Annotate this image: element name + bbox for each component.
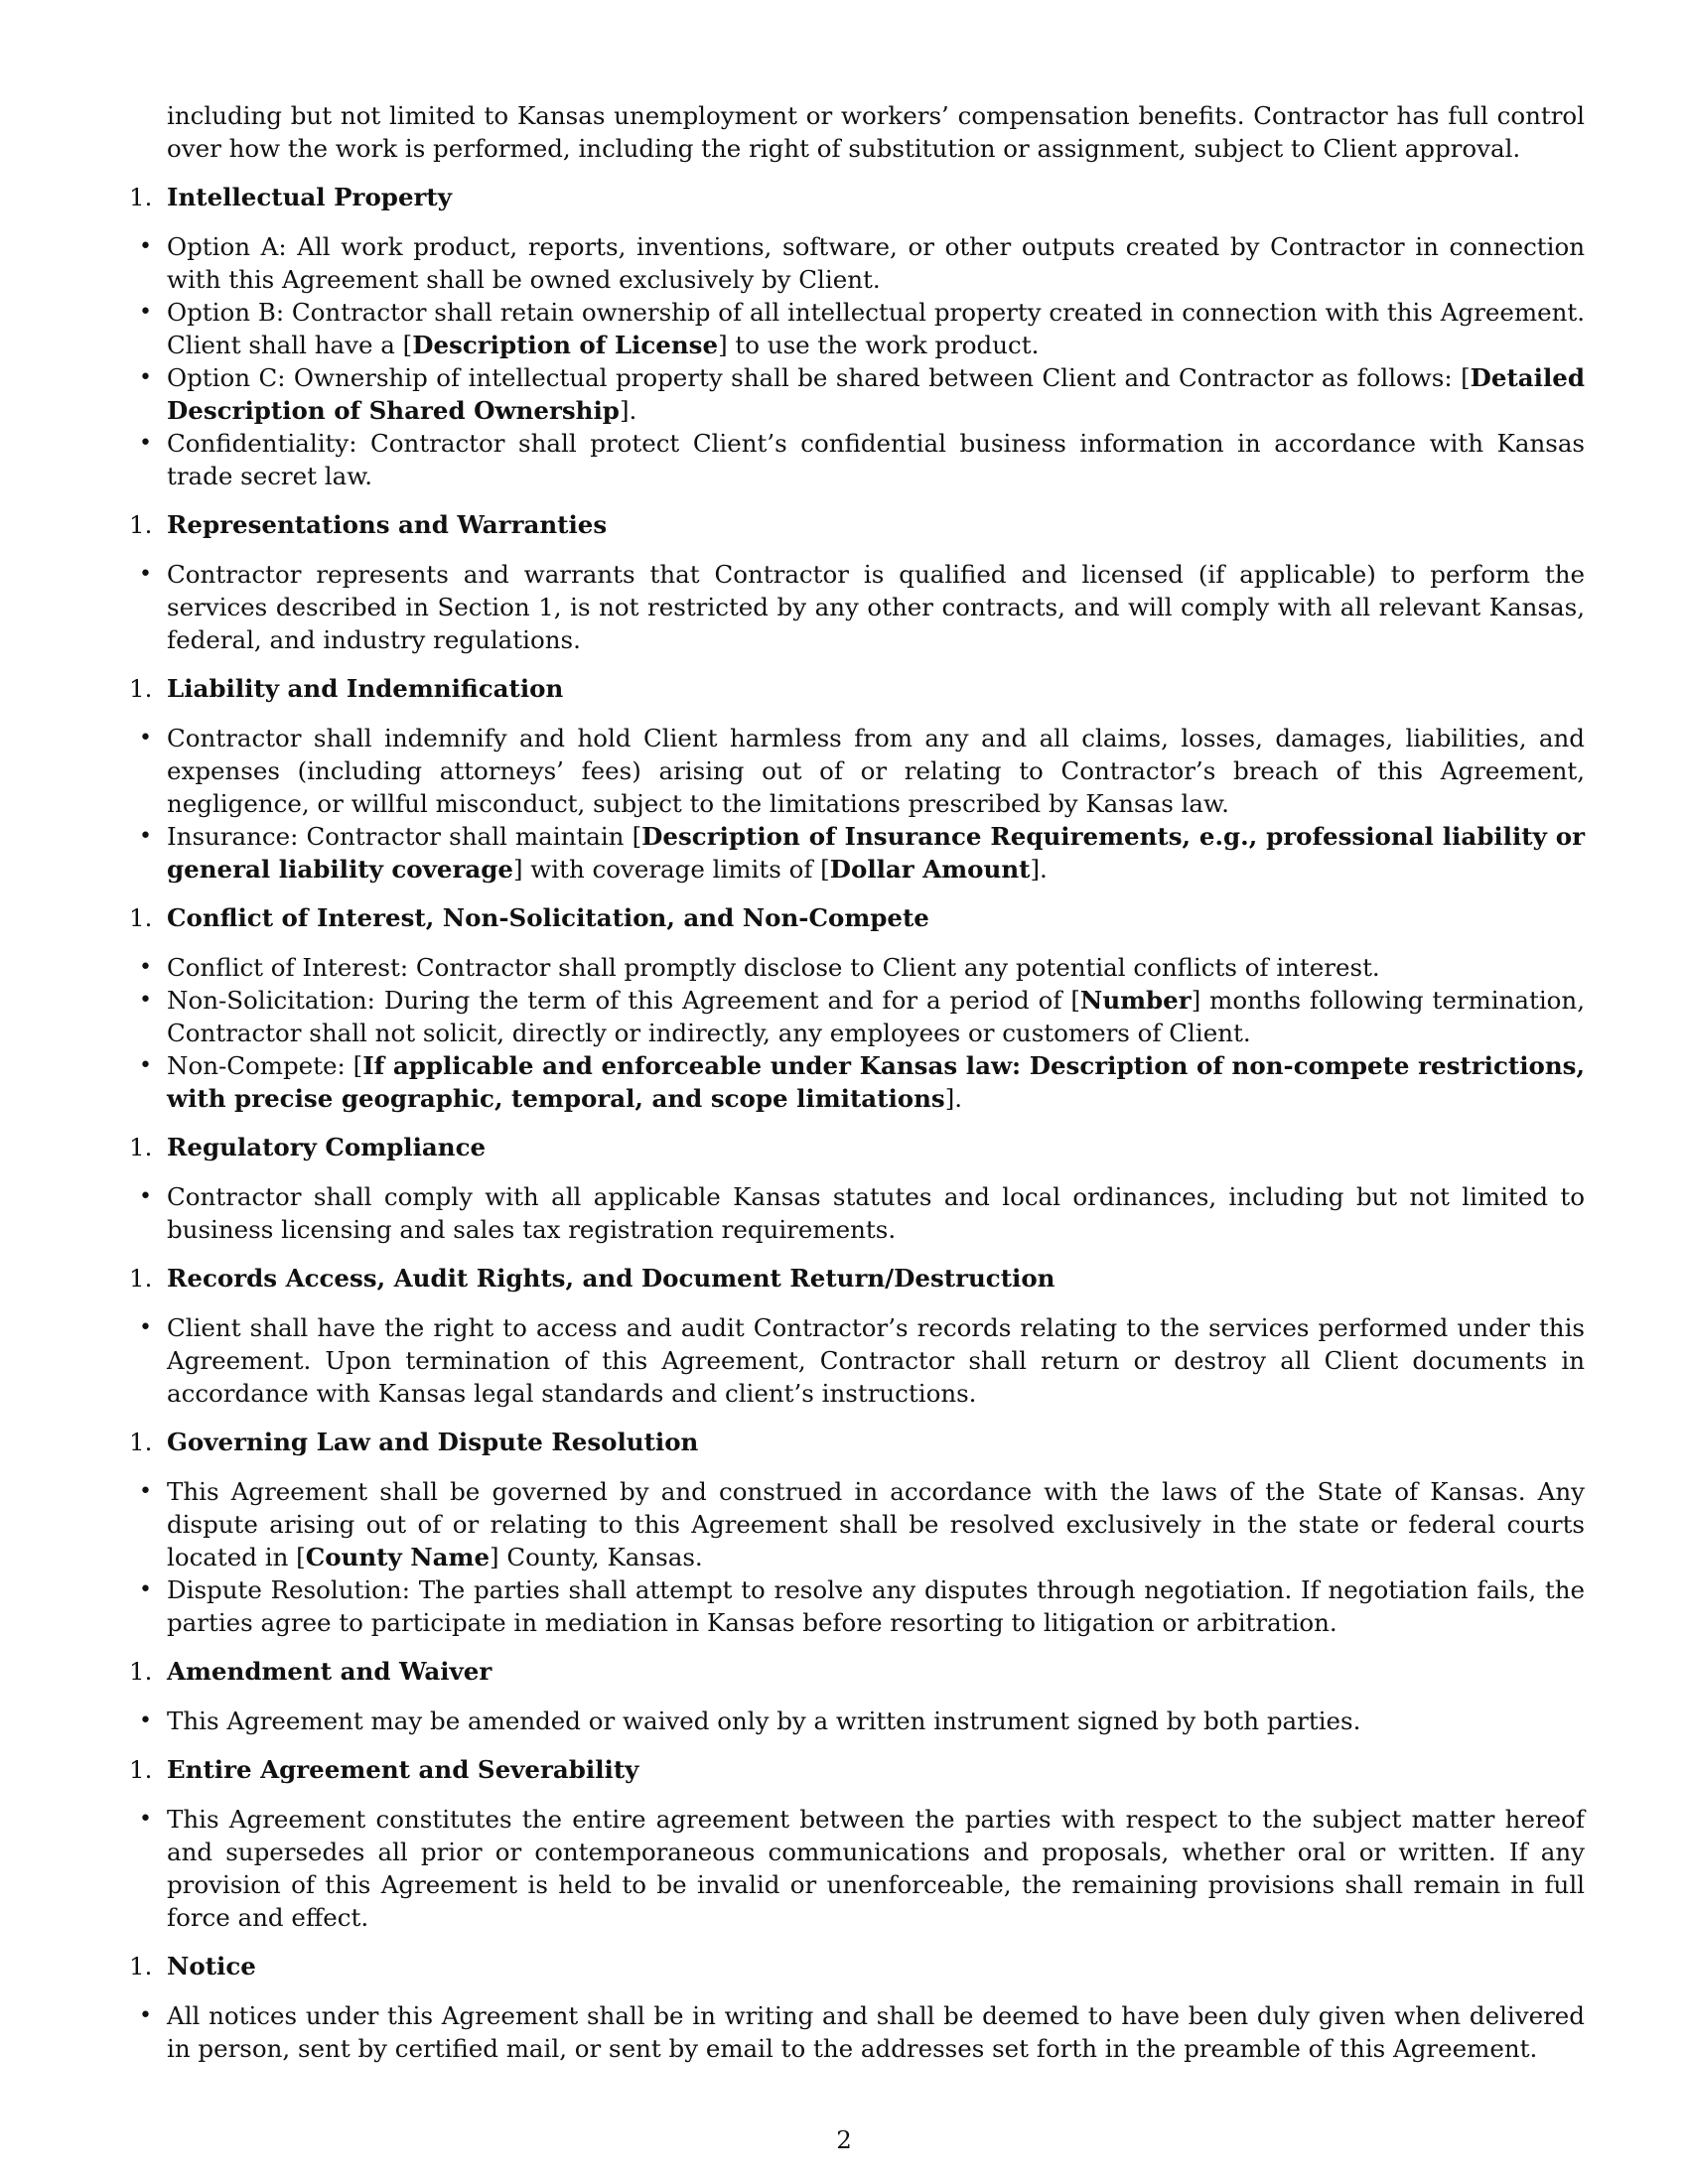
bullet-list [167, 1311, 1585, 1410]
list-item [167, 1049, 1585, 1115]
section-title: Liability and Indemnification [167, 674, 564, 703]
section-title: Conflict of Interest, Non-Solicitation, and Non-Compete [167, 903, 929, 932]
section-heading [129, 181, 1585, 213]
clause-text: This Agreement may be amended or waived only by a written instrument signed by both parties. [167, 1706, 1361, 1735]
intro-paragraph: including but not limited to Kansas unemployment or workers’ compensation benefits. Contractor has full control over how the work is performed, including the right of substitution or assignment, subject to Client approval. [167, 101, 1585, 163]
clause-text: Insurance: Contractor shall maintain [ [167, 822, 642, 851]
list-item [167, 361, 1585, 427]
clause-text: ] with coverage limits of [ [512, 855, 830, 884]
section-heading [129, 1131, 1585, 1163]
section-heading [129, 1426, 1585, 1458]
section-intellectual-property [129, 181, 1585, 492]
clause-text: Non-Compete: [ [167, 1051, 363, 1080]
list-item [167, 1705, 1585, 1737]
placeholder-text: Description of License [412, 331, 719, 359]
clause-text: Client shall have the right to access and audit Contractor’s records relating to the services performed under this Agreement. Upon termination of this Agreement, Contractor shall return or destroy all Client documents in accordance with Kansas legal standards and client’s instructions. [167, 1313, 1585, 1408]
section-records-access-audit-rights-and-document-return-destruction [129, 1262, 1585, 1410]
list-item [167, 951, 1585, 984]
bullet-list [167, 1705, 1585, 1737]
clause-text: ] County, Kansas. [490, 1543, 703, 1571]
list-item [167, 1180, 1585, 1246]
clause-text: ]. [619, 396, 637, 425]
page-number: 2 [836, 2125, 852, 2154]
bullet-list [167, 1999, 1585, 2065]
list-item [167, 230, 1585, 296]
clause-text: Non-Solicitation: During the term of this Agreement and for a period of [ [167, 986, 1080, 1015]
section-title: Regulatory Compliance [167, 1133, 487, 1161]
section-heading [129, 901, 1585, 934]
section-title: Governing Law and Dispute Resolution [167, 1428, 699, 1456]
list-item [167, 1999, 1585, 2065]
clause-text: ] to use the work product. [718, 331, 1040, 359]
list-item [167, 1573, 1585, 1639]
list-item [167, 1475, 1585, 1573]
section-heading [129, 672, 1585, 705]
section-number: 1. [129, 1657, 153, 1686]
clause-text: Contractor shall indemnify and hold Client harmless from any and all claims, losses, damages, liabilities, and expenses (including attorneys’ fees) arising out of or relating to Contractor’s breach of this Agreement, negligence, or willful misconduct, subject to the limitations prescribed by Kansas law. [167, 724, 1585, 818]
section-notice [129, 1950, 1585, 2065]
placeholder-text: Dollar Amount [829, 855, 1031, 884]
bullet-list [167, 230, 1585, 492]
list-item [167, 722, 1585, 820]
section-heading [129, 1262, 1585, 1295]
clause-text: ] months following termination, Contractor shall not solicit, directly or indirectly, any employees or customers of Client. [167, 986, 1585, 1047]
placeholder-text: County Name [305, 1543, 491, 1571]
clause-text: Contractor shall comply with all applicable Kansas statutes and local ordinances, including but not limited to business licensing and sales tax registration requirements. [167, 1182, 1585, 1244]
bullet-list [167, 722, 1585, 886]
list-item [167, 820, 1585, 886]
section-entire-agreement-and-severability [129, 1753, 1585, 1934]
section-number: 1. [129, 510, 153, 539]
document-body [129, 99, 1585, 2081]
section-title: Amendment and Waiver [167, 1657, 492, 1686]
section-heading [129, 508, 1585, 541]
section-liability-and-indemnification [129, 672, 1585, 886]
clause-text: Option A: All work product, reports, inventions, software, or other outputs created by Contractor in connection with this Agreement shall be owned exclusively by Client. [167, 232, 1585, 294]
section-number: 1. [129, 183, 153, 211]
bullet-list [167, 558, 1585, 656]
section-title: Records Access, Audit Rights, and Document Return/Destruction [167, 1264, 1055, 1293]
sections-container [129, 181, 1585, 2065]
clause-text: ]. [1030, 855, 1048, 884]
section-amendment-and-waiver [129, 1655, 1585, 1737]
clause-text: All notices under this Agreement shall be in writing and shall be deemed to have been duly given when delivered in person, sent by certified mail, or sent by email to the addresses set forth in the preamble of this Agreement. [167, 2001, 1585, 2063]
section-representations-and-warranties [129, 508, 1585, 656]
section-regulatory-compliance [129, 1131, 1585, 1246]
section-number: 1. [129, 1755, 153, 1784]
clause-text: Dispute Resolution: The parties shall attempt to resolve any disputes through negotiation. If negotiation fails, the parties agree to participate in mediation in Kansas before resorting to litigation or arbitration. [167, 1575, 1585, 1637]
clause-text: This Agreement shall be governed by and construed in accordance with the laws of the State of Kansas. Any dispute arising out of or relating to this Agreement shall be resolved exclusively in the state or federal courts located in [ [167, 1477, 1585, 1571]
section-number: 1. [129, 903, 153, 932]
section-governing-law-and-dispute-resolution [129, 1426, 1585, 1639]
section-number: 1. [129, 1428, 153, 1456]
list-item [167, 1803, 1585, 1934]
bullet-list [167, 1803, 1585, 1934]
list-item [167, 427, 1585, 492]
list-item [167, 558, 1585, 656]
placeholder-text: If applicable and enforceable under Kansas law: Description of non-compete restrictions, with precise geographic, temporal, and scope limitations [167, 1051, 1585, 1113]
list-item [167, 1311, 1585, 1410]
section-number: 1. [129, 1133, 153, 1161]
clause-text: ]. [944, 1084, 963, 1113]
section-number: 1. [129, 1264, 153, 1293]
section-heading [129, 1655, 1585, 1688]
clause-text: Contractor represents and warrants that Contractor is qualified and licensed (if applicable) to perform the services described in Section 1, is not restricted by any other contracts, and will comply with all relevant Kansas, federal, and industry regulations. [167, 560, 1585, 654]
placeholder-text: Description of Insurance Requirements, e.g., professional liability or general liability coverage [167, 822, 1585, 884]
clause-text: Option B: Contractor shall retain ownership of all intellectual property created in connection with this Agreement. Client shall have a [ [167, 298, 1585, 359]
bullet-list [167, 1475, 1585, 1639]
bullet-list [167, 1180, 1585, 1246]
section-title: Intellectual Property [167, 183, 452, 211]
clause-text: This Agreement constitutes the entire agreement between the parties with respect to the subject matter hereof and supersedes all prior or contemporaneous communications and proposals, whether oral or written. If any provision of this Agreement is held to be invalid or unenforceable, the remaining provisions shall remain in full force and effect. [167, 1805, 1585, 1932]
section-title: Representations and Warranties [167, 510, 608, 539]
section-conflict-of-interest-non-solicitation-and-non-compete [129, 901, 1585, 1115]
clause-text: Option C: Ownership of intellectual property shall be shared between Client and Contractor as follows: [ [167, 363, 1471, 392]
bullet-list [167, 951, 1585, 1115]
section-title: Notice [167, 1952, 256, 1980]
list-item [167, 984, 1585, 1049]
section-number: 1. [129, 674, 153, 703]
list-item [167, 296, 1585, 361]
section-heading [129, 1950, 1585, 1982]
placeholder-text: Detailed Description of Shared Ownership [167, 363, 1585, 425]
section-number: 1. [129, 1952, 153, 1980]
clause-text: Conflict of Interest: Contractor shall promptly disclose to Client any potential conflicts of interest. [167, 953, 1380, 982]
placeholder-text: Number [1079, 986, 1192, 1015]
clause-text: Confidentiality: Contractor shall protect Client’s confidential business information in accordance with Kansas trade secret law. [167, 429, 1585, 490]
section-title: Entire Agreement and Severability [167, 1755, 639, 1784]
section-heading [129, 1753, 1585, 1786]
